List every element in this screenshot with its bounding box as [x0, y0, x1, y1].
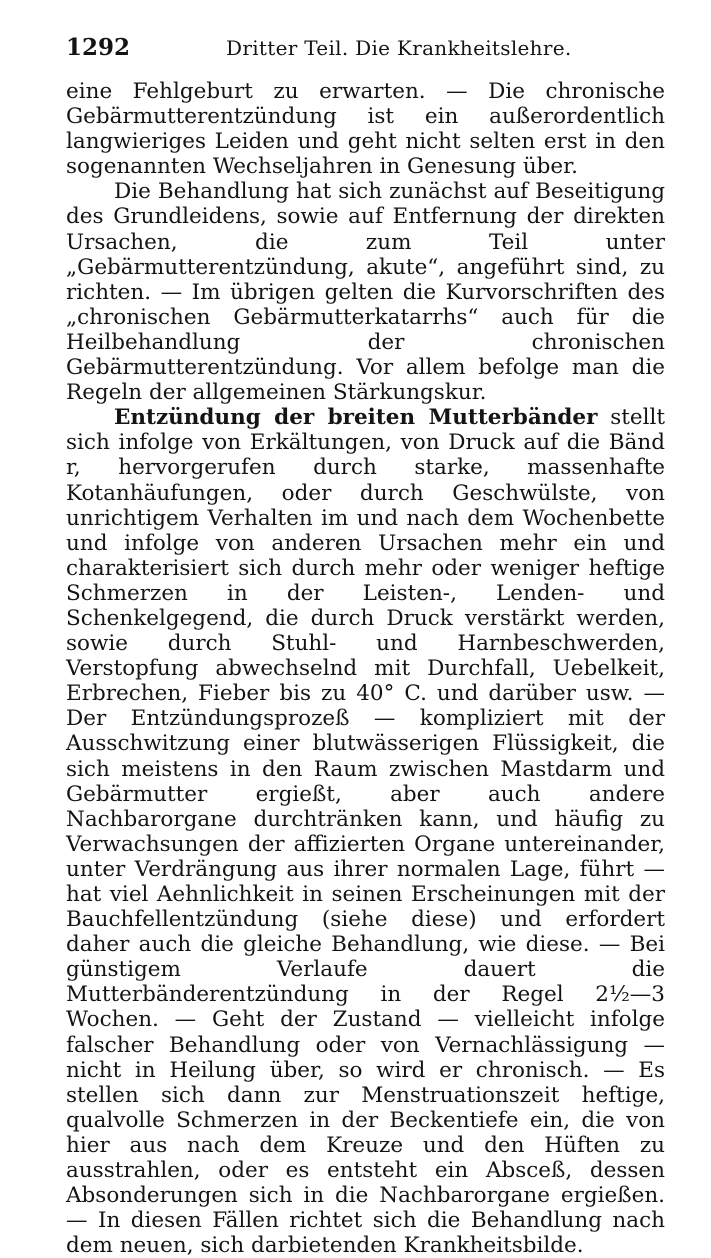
paragraph-treatment: Die Behandlung hat sich zunächst auf Beseitigung des Grundleidens, sowie auf Entfernung der direkten Ursachen, die zum Teil unter „Gebärmutterentzündung, akute“, angeführt sind, zu richten. — Im übrigen gelten die Kurvorschriften des „chronischen Gebärmutterkatarrhs“ auch für die Heilbehandlung der chronischen Gebärmutterentzündung. Vor allem befolge man die Regeln der allgemeinen Stärkungskur. — [66, 179, 665, 406]
entry-text: stellt sich infolge von Erkältungen, von Druck auf die Bänd r, hervorgerufen durch starke, massenhafte Kotanhäufungen, oder durch Geschwülste, von unrichtigem Verhalten im und nach dem Wochenbette und infolge von anderen Ursachen mehr ein und charakterisiert sich durch mehr oder weniger heftige Schmerzen in der Leisten-, Lenden- und Schenkelgegend, die durch Druck verstärkt werden, sowie durch Stuhl- und Harnbeschwerden, Verstopfung abwechselnd mit Durchfall, Uebelkeit, Erbrechen, Fieber bis zu 40° C. und darüber usw. — Der Entzündungsprozeß — kompliziert mit der Ausschwitzung einer blutwässerigen Flüssigkeit, die sich meistens in den Raum zwischen Mastdarm und Gebärmutter ergießt, aber auch andere Nachbarorgane durchtränken kann, und häufig zu Verwachsungen der affizierten Organe untereinander, unter Verdrängung aus ihrer normalen Lage, führt — hat viel Aehnlichkeit in seinen Erscheinungen mit der Bauchfellentzündung (siehe diese) und erfordert daher auch die gleiche Behandlung, wie diese. — Bei günstigem Verlaufe dauert die Mutterbänderentzündung in der Regel 2½—3 Wochen. — Geht der Zustand — vielleicht infolge falscher Behandlung oder von Vernachlässigung — nicht in Heilung über, so wird er chronisch. — Es stellen sich dann zur Menstruationszeit heftige, qualvolle Schmerzen in der Beckentiefe ein, die von hier aus nach dem Kreuze und den Hüften zu ausstrahlen, oder es entsteht ein Absceß, dessen Absonderungen sich in die Nachbarorgane ergießen. — In diesen Fällen richtet sich die Behandlung nach dem neuen, sich darbietenden Krankheitsbilde. — [66, 405, 665, 1258]
page-header — [66, 34, 665, 61]
body-text — [66, 79, 665, 1258]
running-head: Dritter Teil. Die Krankheitslehre. — [226, 36, 572, 60]
entry-term: Entzündung der breiten Mutterbänder — [114, 405, 598, 431]
paragraph-continuation: eine Fehlgeburt zu erwarten. — Die chronische Gebärmutterentzündung ist ein außerordentlich langwieriges Leiden und geht nicht selten erst in den sogenannten Wechseljahren in Genesung über. — [66, 79, 665, 180]
paragraph-ligament-inflammation — [66, 405, 665, 1258]
page-number: 1292 — [66, 34, 131, 61]
